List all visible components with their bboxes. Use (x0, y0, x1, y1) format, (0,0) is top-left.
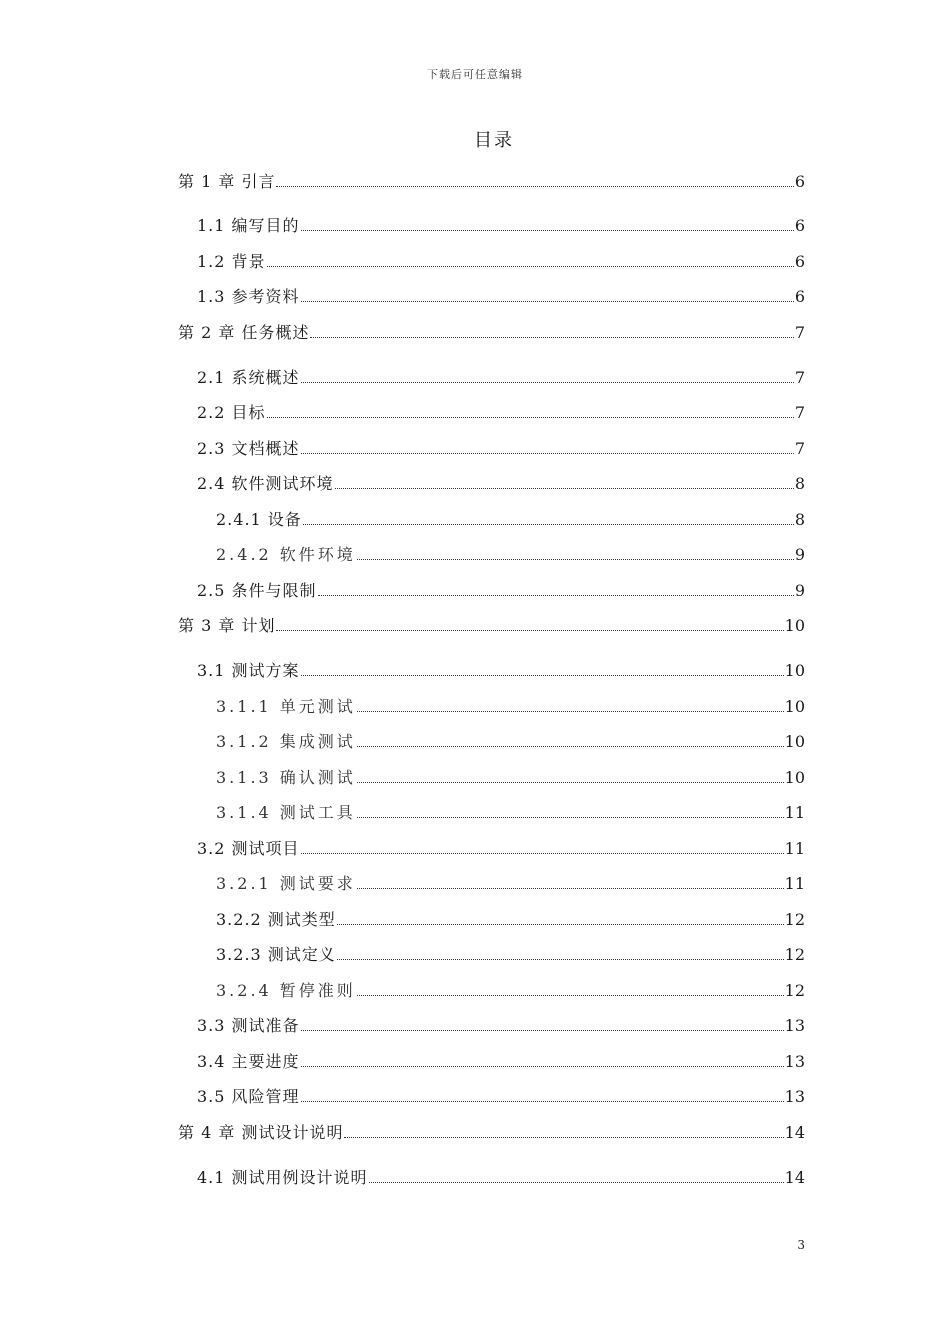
toc-entry-label: 第 4 章 测试设计说明 (178, 1123, 344, 1142)
toc-entry-page: 10 (784, 697, 805, 716)
toc-entry-page: 6 (794, 216, 805, 235)
toc-entry[interactable] (216, 944, 805, 966)
toc-dot-leader (357, 559, 794, 560)
toc-title: 目录 (474, 130, 514, 151)
toc-entry-page: 13 (784, 1016, 805, 1035)
toc-dot-leader (301, 382, 794, 383)
toc-entry[interactable] (197, 1051, 805, 1073)
toc-entry-page: 9 (794, 545, 805, 564)
toc-entry-label: 3.3 测试准备 (197, 1016, 300, 1035)
toc-entry-page: 11 (784, 839, 805, 858)
toc-dot-leader (301, 675, 784, 676)
toc-entry-page: 7 (794, 323, 805, 342)
toc-dot-leader (301, 453, 794, 454)
toc-entry-page: 13 (784, 1052, 805, 1071)
toc-dot-leader (301, 230, 794, 231)
toc-entry-page: 14 (784, 1168, 805, 1187)
toc-entry[interactable] (216, 873, 805, 895)
toc-entry[interactable] (197, 215, 805, 237)
toc-entry-label: 2.1 系统概述 (197, 368, 300, 387)
toc-entry-page: 8 (794, 510, 805, 529)
toc-entry-page: 14 (784, 1123, 805, 1142)
toc-dot-leader (301, 301, 794, 302)
toc-entry[interactable] (197, 1167, 805, 1189)
toc-entry-page: 12 (784, 910, 805, 929)
toc-entry-label: 3.2.1 测试要求 (216, 874, 356, 893)
toc-entry[interactable] (197, 402, 805, 424)
toc-entry-page: 6 (794, 252, 805, 271)
toc-entry-label: 3.1.4 测试工具 (216, 803, 356, 822)
toc-entry-label: 2.2 目标 (197, 403, 266, 422)
toc-entry-label: 4.1 测试用例设计说明 (197, 1168, 368, 1187)
toc-entry[interactable] (197, 367, 805, 389)
toc-dot-leader (301, 1101, 784, 1102)
toc-entry[interactable] (197, 838, 805, 860)
toc-dot-leader (357, 711, 784, 712)
toc-dot-leader (276, 186, 793, 187)
toc-dot-leader (337, 924, 784, 925)
toc-entry-page: 10 (784, 661, 805, 680)
toc-entry-label: 2.5 条件与限制 (197, 581, 317, 600)
toc-entry[interactable] (197, 1086, 805, 1108)
toc-entry[interactable] (178, 322, 805, 344)
toc-entry[interactable] (197, 660, 805, 682)
toc-entry-page: 6 (794, 287, 805, 306)
toc-entry-label: 2.4.1 设备 (216, 510, 302, 529)
header-note: 下载后可任意编辑 (427, 68, 523, 81)
toc-dot-leader (357, 817, 784, 818)
toc-dot-leader (357, 888, 784, 889)
toc-entry-label: 1.3 参考资料 (197, 287, 300, 306)
toc-entry-page: 6 (794, 172, 805, 191)
toc-dot-leader (310, 337, 793, 338)
toc-entry-label: 3.1.2 集成测试 (216, 732, 356, 751)
toc-entry-page: 7 (794, 439, 805, 458)
toc-entry-label: 第 2 章 任务概述 (178, 323, 310, 342)
toc-entry-label: 2.4.2 软件环境 (216, 545, 356, 564)
toc-entry-page: 7 (794, 368, 805, 387)
toc-entry[interactable] (216, 544, 805, 566)
toc-entry-label: 第 1 章 引言 (178, 172, 276, 191)
toc-dot-leader (344, 1137, 783, 1138)
toc-entry-page: 7 (794, 403, 805, 422)
toc-entry[interactable] (216, 980, 805, 1002)
toc-entry[interactable] (216, 696, 805, 718)
toc-entry-label: 1.2 背景 (197, 252, 266, 271)
toc-entry-page: 11 (784, 803, 805, 822)
toc-entry-label: 3.5 风险管理 (197, 1087, 300, 1106)
toc-entry[interactable] (197, 251, 805, 273)
toc-entry-label: 3.1.3 确认测试 (216, 768, 356, 787)
toc-entry-label: 3.2.4 暂停准则 (216, 981, 356, 1000)
toc-dot-leader (369, 1182, 784, 1183)
toc-entry-label: 1.1 编写目的 (197, 216, 300, 235)
toc-dot-leader (276, 630, 783, 631)
toc-entry-label: 2.4 软件测试环境 (197, 474, 334, 493)
toc-entry-page: 11 (784, 874, 805, 893)
toc-entry-label: 3.2.2 测试类型 (216, 910, 336, 929)
toc-dot-leader (301, 1030, 784, 1031)
toc-entry[interactable] (197, 438, 805, 460)
toc-entry[interactable] (197, 1015, 805, 1037)
toc-entry-label: 3.2 测试项目 (197, 839, 300, 858)
toc-entry-page: 8 (794, 474, 805, 493)
toc-dot-leader (267, 266, 794, 267)
toc-entry-page: 12 (784, 981, 805, 1000)
toc-dot-leader (301, 853, 784, 854)
toc-entry-page: 12 (784, 945, 805, 964)
toc-dot-leader (357, 995, 784, 996)
toc-entry[interactable] (216, 909, 805, 931)
toc-dot-leader (301, 1066, 784, 1067)
toc-entry[interactable] (216, 509, 805, 531)
toc-entry[interactable] (178, 615, 805, 637)
toc-entry[interactable] (216, 802, 805, 824)
toc-entry-label: 3.4 主要进度 (197, 1052, 300, 1071)
toc-entry-page: 9 (794, 581, 805, 600)
toc-entry-label: 3.1.1 单元测试 (216, 697, 356, 716)
toc-dot-leader (357, 746, 784, 747)
toc-entry[interactable] (178, 1122, 805, 1144)
toc-entry-label: 第 3 章 计划 (178, 616, 276, 635)
toc-entry-label: 3.2.3 测试定义 (216, 945, 336, 964)
toc-entry[interactable] (178, 171, 805, 193)
toc-entry-label: 3.1 测试方案 (197, 661, 300, 680)
toc-entry[interactable] (197, 286, 805, 308)
toc-dot-leader (337, 959, 784, 960)
toc-dot-leader (267, 417, 794, 418)
toc-dot-leader (303, 524, 794, 525)
toc-dot-leader (335, 488, 794, 489)
toc-entry-label: 2.3 文档概述 (197, 439, 300, 458)
toc-entry[interactable] (216, 731, 805, 753)
toc-entry-page: 13 (784, 1087, 805, 1106)
toc-dot-leader (318, 595, 794, 596)
toc-entry[interactable] (197, 473, 805, 495)
toc-entry[interactable] (197, 580, 805, 602)
toc-dot-leader (357, 782, 784, 783)
page-number: 3 (797, 1238, 805, 1252)
toc-entry-page: 10 (784, 768, 805, 787)
toc-entry-page: 10 (784, 732, 805, 751)
toc-entry[interactable] (216, 767, 805, 789)
toc-entry-page: 10 (784, 616, 805, 635)
